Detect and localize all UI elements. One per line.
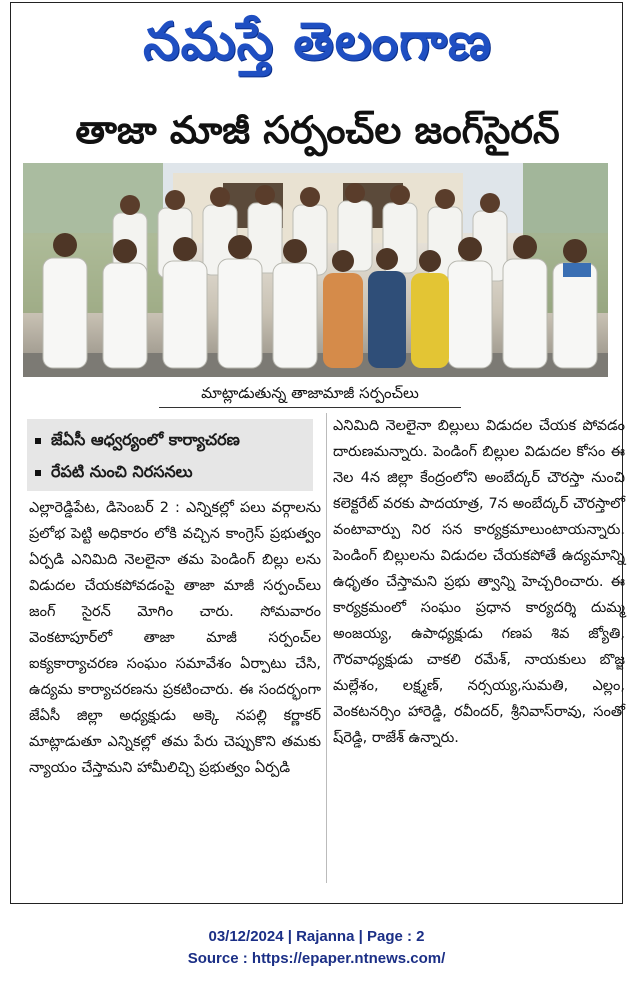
highlight-item: [35, 457, 193, 487]
bullet-icon: [35, 470, 41, 476]
article-body-left: ఎల్లారెడ్డిపేట, డిసెంబర్ 2 : ఎన్నికల్లో పలు వర్గాలను ప్రలోభ పెట్టి అధికారం లోకి వచ్చిన కాంగ్రెస్ ప్రభుత్వం ఏర్పడి ఎనిమిది నెలలైనా తమ పెండింగ్ బిల్లు లను విడుదల చేయకపోవడంపై తాజా మాజీ సర్పంచ్‌లు జంగ్ సైరన్ మోగిం చారు. సోమవారం వెంకటాపూర్‌లో తాజా మాజీ సర్పంచ్‌ల ఐక్యకార్యాచరణ సంఘం సమావేశం ఏర్పాటు చేసి, ఉద్యమ కార్యాచరణను ప్రకటించారు. ఈ సందర్భంగా జేఏసీ జిల్లా అధ్యక్షుడు అక్కె నపల్లి కర్ణాకర్ మాట్లాడుతూ ఎన్నికల్లో తమ పేరు చెప్పుకొని తమకు న్యాయం చేస్తామని హామీలిచ్చి ప్రభుత్వం ఏర్పడి: [29, 500, 321, 776]
clipping-frame: [10, 2, 623, 904]
article-headline: తాజా మాజీ సర్పంచ్‌ల జంగ్‌సైరన్: [75, 108, 560, 152]
newspaper-masthead: నమస్తే తెలంగాణ: [143, 12, 492, 72]
edition-info: 03/12/2024 | Rajanna | Page : 2: [208, 928, 425, 945]
bullet-icon: [35, 438, 41, 444]
caption-divider: [159, 407, 461, 408]
column-divider: [326, 413, 327, 883]
article-body-right: ఎనిమిది నెలలైనా బిల్లులు విడుదల చేయక పోవడం దారుణమన్నారు. పెండింగ్ బిల్లుల విడుదల కోసం ఈ నెల 4న జిల్లా కేంద్రంలోని అంబేద్కర్ చౌరస్తా నుంచి కలెక్టరేట్ వరకు పాదయాత్ర, 7న అంబేద్కర్ చౌరస్తాలో వంటావార్పు నిర సన కార్యక్రమాలుంటాయన్నారు. పెండింగ్ బిల్లులను విడుదల చేయకపోతే ఉద్యమాన్ని ఉధృతం చేస్తామని ప్రభు త్వాన్ని హెచ్చరించారు. ఈ కార్యక్రమంలో సంఘం ప్రధాన కార్యదర్శి దుమ్మ అంజయ్య, ఉపాధ్యక్షుడు గణప శివ జ్యోతి, గౌరవాధ్యక్షుడు చాకలి రమేశ్, నాయకులు బొజ్జ మల్లేశం, లక్ష్మణ్, నర్సయ్య,సుమతి, ఎల్లం, వెంకటనర్సిం హారెడ్డి, రవీందర్, శ్రీనివాస్‌రావు, సంతో ష్‌రెడ్డి, రాజేశ్ ఉన్నారు.: [333, 418, 625, 746]
source-link[interactable]: Source : https://epaper.ntnews.com/: [187, 950, 446, 967]
highlight-text: జేఏసీ ఆధ్వర్యంలో కార్యాచరణ: [51, 430, 240, 449]
clipping-footer: [0, 926, 633, 970]
photo-caption: మాట్లాడుతున్న తాజామాజీ సర్పంచ్‌లు: [201, 384, 419, 402]
highlights-box: [27, 419, 313, 491]
highlight-item: [35, 425, 240, 455]
group-photo: [23, 163, 608, 377]
highlight-text: రేపటి నుంచి నిరసనలు: [51, 462, 193, 481]
